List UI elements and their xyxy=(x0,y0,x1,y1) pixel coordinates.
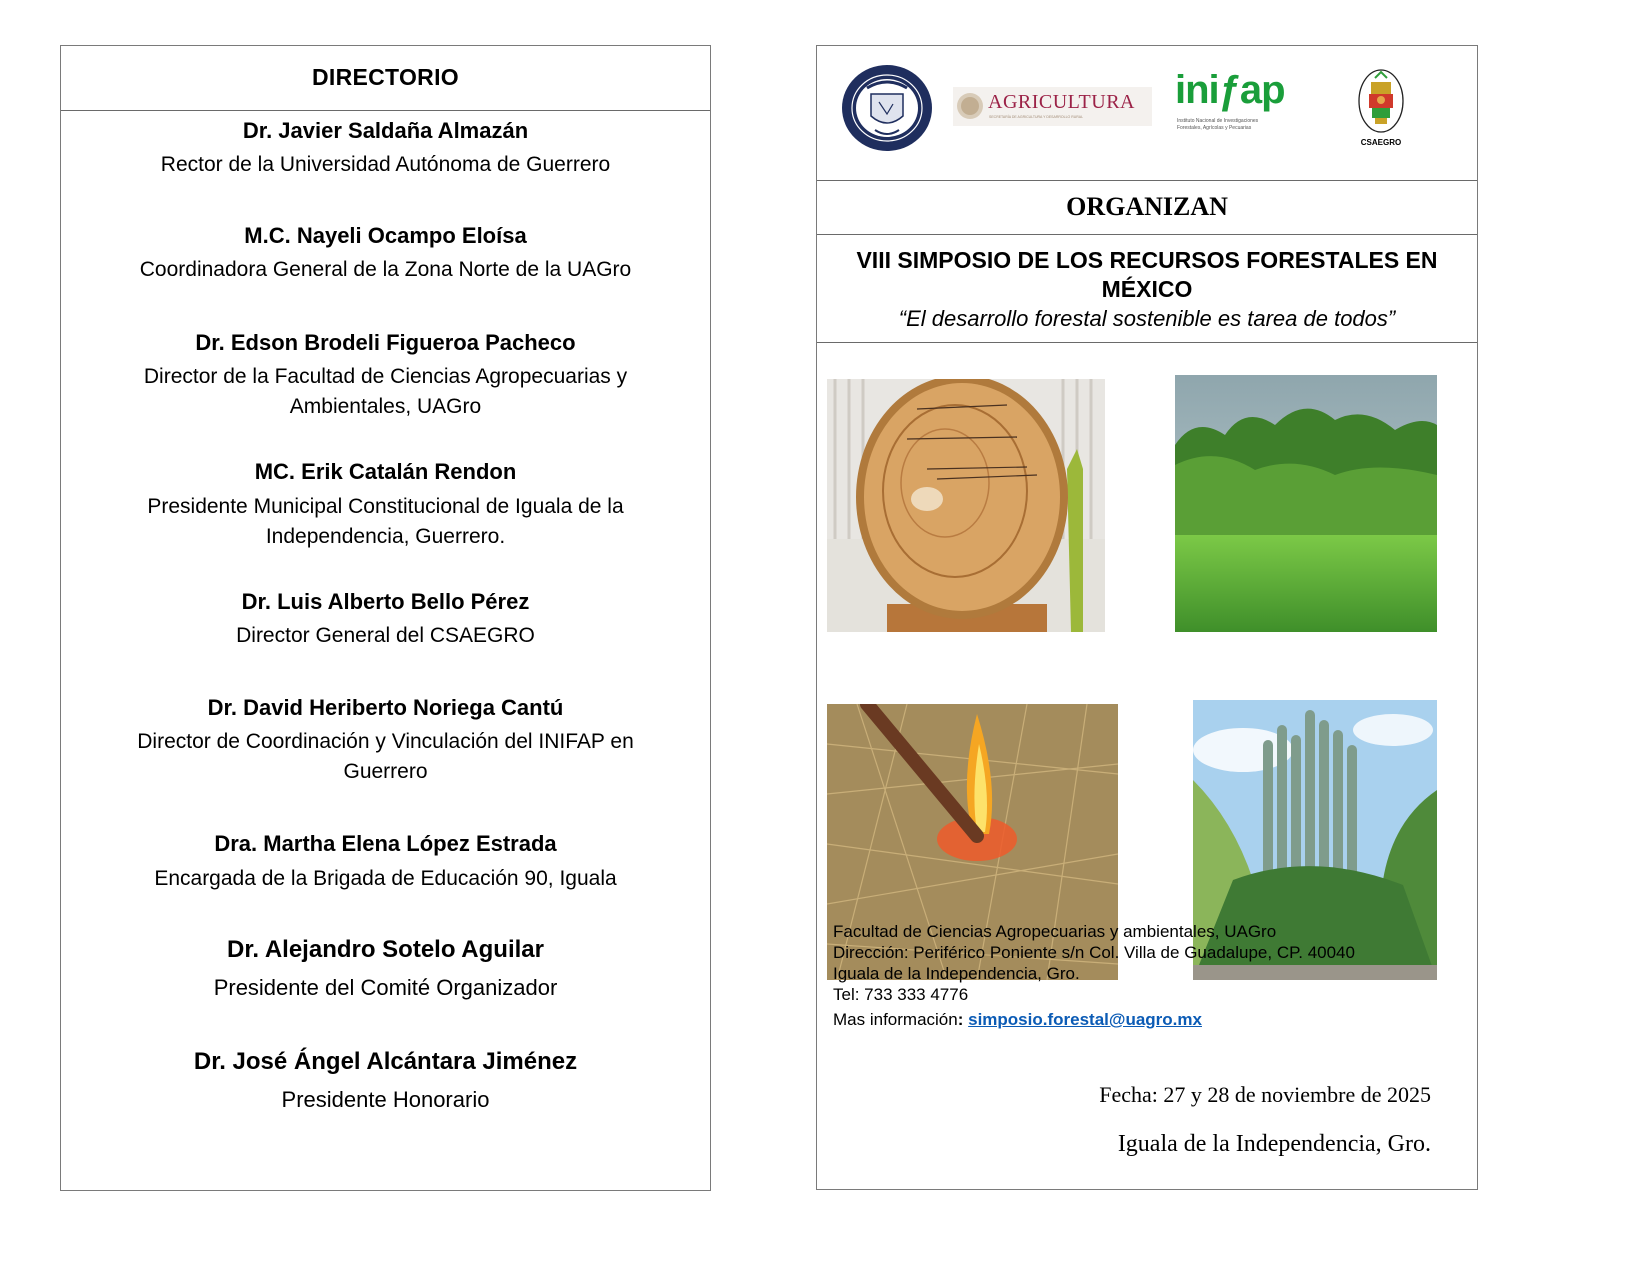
agricultura-subtext: SECRETARÍA DE AGRICULTURA Y DESARROLLO RURAL xyxy=(989,115,1084,119)
contact-institution: Facultad de Ciencias Agropecuarias y ambientales, UAGro xyxy=(833,922,1277,941)
person-name: Dra. Martha Elena López Estrada xyxy=(214,831,557,856)
event-tagline: “El desarrollo forestal sostenible es tarea de todos” xyxy=(898,306,1396,331)
person-name: MC. Erik Catalán Rendon xyxy=(254,459,517,484)
directory-divider xyxy=(61,110,710,111)
cover-panel xyxy=(816,45,1478,1190)
photo-forest-grassland xyxy=(1175,375,1437,632)
directory-title: DIRECTORIO xyxy=(312,64,459,90)
agricultura-logo xyxy=(953,87,1152,126)
contact-phone: Tel: 733 333 4776 xyxy=(833,985,969,1004)
person-role: Rector de la Universidad Autónoma de Guerrero xyxy=(160,153,611,176)
person-role: Presidente del Comité Organizador xyxy=(213,975,558,1000)
person-role: Presidente Honorario xyxy=(281,1087,490,1112)
email-link[interactable]: simposio.forestal@uagro.mx xyxy=(968,1010,1202,1029)
person-name: Dr. Alejandro Sotelo Aguilar xyxy=(227,936,544,963)
csaegro-text: CSAEGRO xyxy=(1360,138,1402,147)
person-role: Independencia, Guerrero. xyxy=(265,525,506,548)
directory-panel xyxy=(60,45,711,1191)
contact-address: Dirección: Periférico Poniente s/n Col. Villa de Guadalupe, CP. 40040 xyxy=(833,943,1355,962)
person-role: Director de la Facultad de Ciencias Agropecuarias y xyxy=(143,365,628,388)
person-role: Guerrero xyxy=(343,760,428,783)
person-name: Dr. David Heriberto Noriega Cantú xyxy=(207,695,564,720)
agricultura-text: AGRICULTURA xyxy=(988,91,1135,113)
person-name: M.C. Nayeli Ocampo Eloísa xyxy=(244,223,527,248)
event-date: Fecha: 27 y 28 de noviembre de 2025 xyxy=(1099,1082,1431,1107)
person-role: Ambientales, UAGro xyxy=(289,395,482,418)
event-title: VIII SIMPOSIO DE LOS RECURSOS FORESTALES EN MÉXICO xyxy=(856,247,1438,302)
more-info-colon: : xyxy=(957,1010,964,1029)
more-info-label: Mas información xyxy=(833,1010,958,1029)
person-role: Coordinadora General de la Zona Norte de la UAGro xyxy=(139,258,632,281)
inifap-text-right: ap xyxy=(1239,68,1285,112)
contact-block xyxy=(833,921,1355,1030)
uagro-seal-logo xyxy=(841,64,933,152)
inifap-subtext-2: Forestales, Agrícolas y Pecuarias xyxy=(1177,125,1252,131)
person-role: Director de Coordinación y Vinculación del INIFAP en xyxy=(137,730,634,753)
person-name: Dr. José Ángel Alcántara Jiménez xyxy=(193,1048,578,1075)
contact-more-info xyxy=(833,1009,1355,1030)
person-role: Encargada de la Brigada de Educación 90, Iguala xyxy=(154,867,617,890)
person-name: Dr. Luis Alberto Bello Pérez xyxy=(241,589,530,614)
contact-city: Iguala de la Independencia, Gro. xyxy=(833,964,1080,983)
event-place: Iguala de la Independencia, Gro. xyxy=(1117,1131,1431,1157)
inifap-logo xyxy=(1175,68,1285,140)
inifap-f-icon: ƒ xyxy=(1218,68,1240,112)
title-divider xyxy=(817,342,1477,343)
logos-divider xyxy=(817,180,1477,181)
csaegro-logo xyxy=(1355,68,1407,152)
person-role: Presidente Municipal Constitucional de Iguala de la xyxy=(147,495,624,518)
inifap-subtext-1: Instituto Nacional de Investigaciones xyxy=(1177,118,1259,124)
organizan-heading: ORGANIZAN xyxy=(1066,192,1228,221)
organizan-divider xyxy=(817,234,1477,235)
photo-tree-cross-section xyxy=(827,379,1105,632)
person-name: Dr. Javier Saldaña Almazán xyxy=(242,118,529,143)
person-role: Director General del CSAEGRO xyxy=(236,624,535,647)
person-name: Dr. Edson Brodeli Figueroa Pacheco xyxy=(195,330,576,355)
inifap-text-left: ini xyxy=(1175,68,1219,112)
